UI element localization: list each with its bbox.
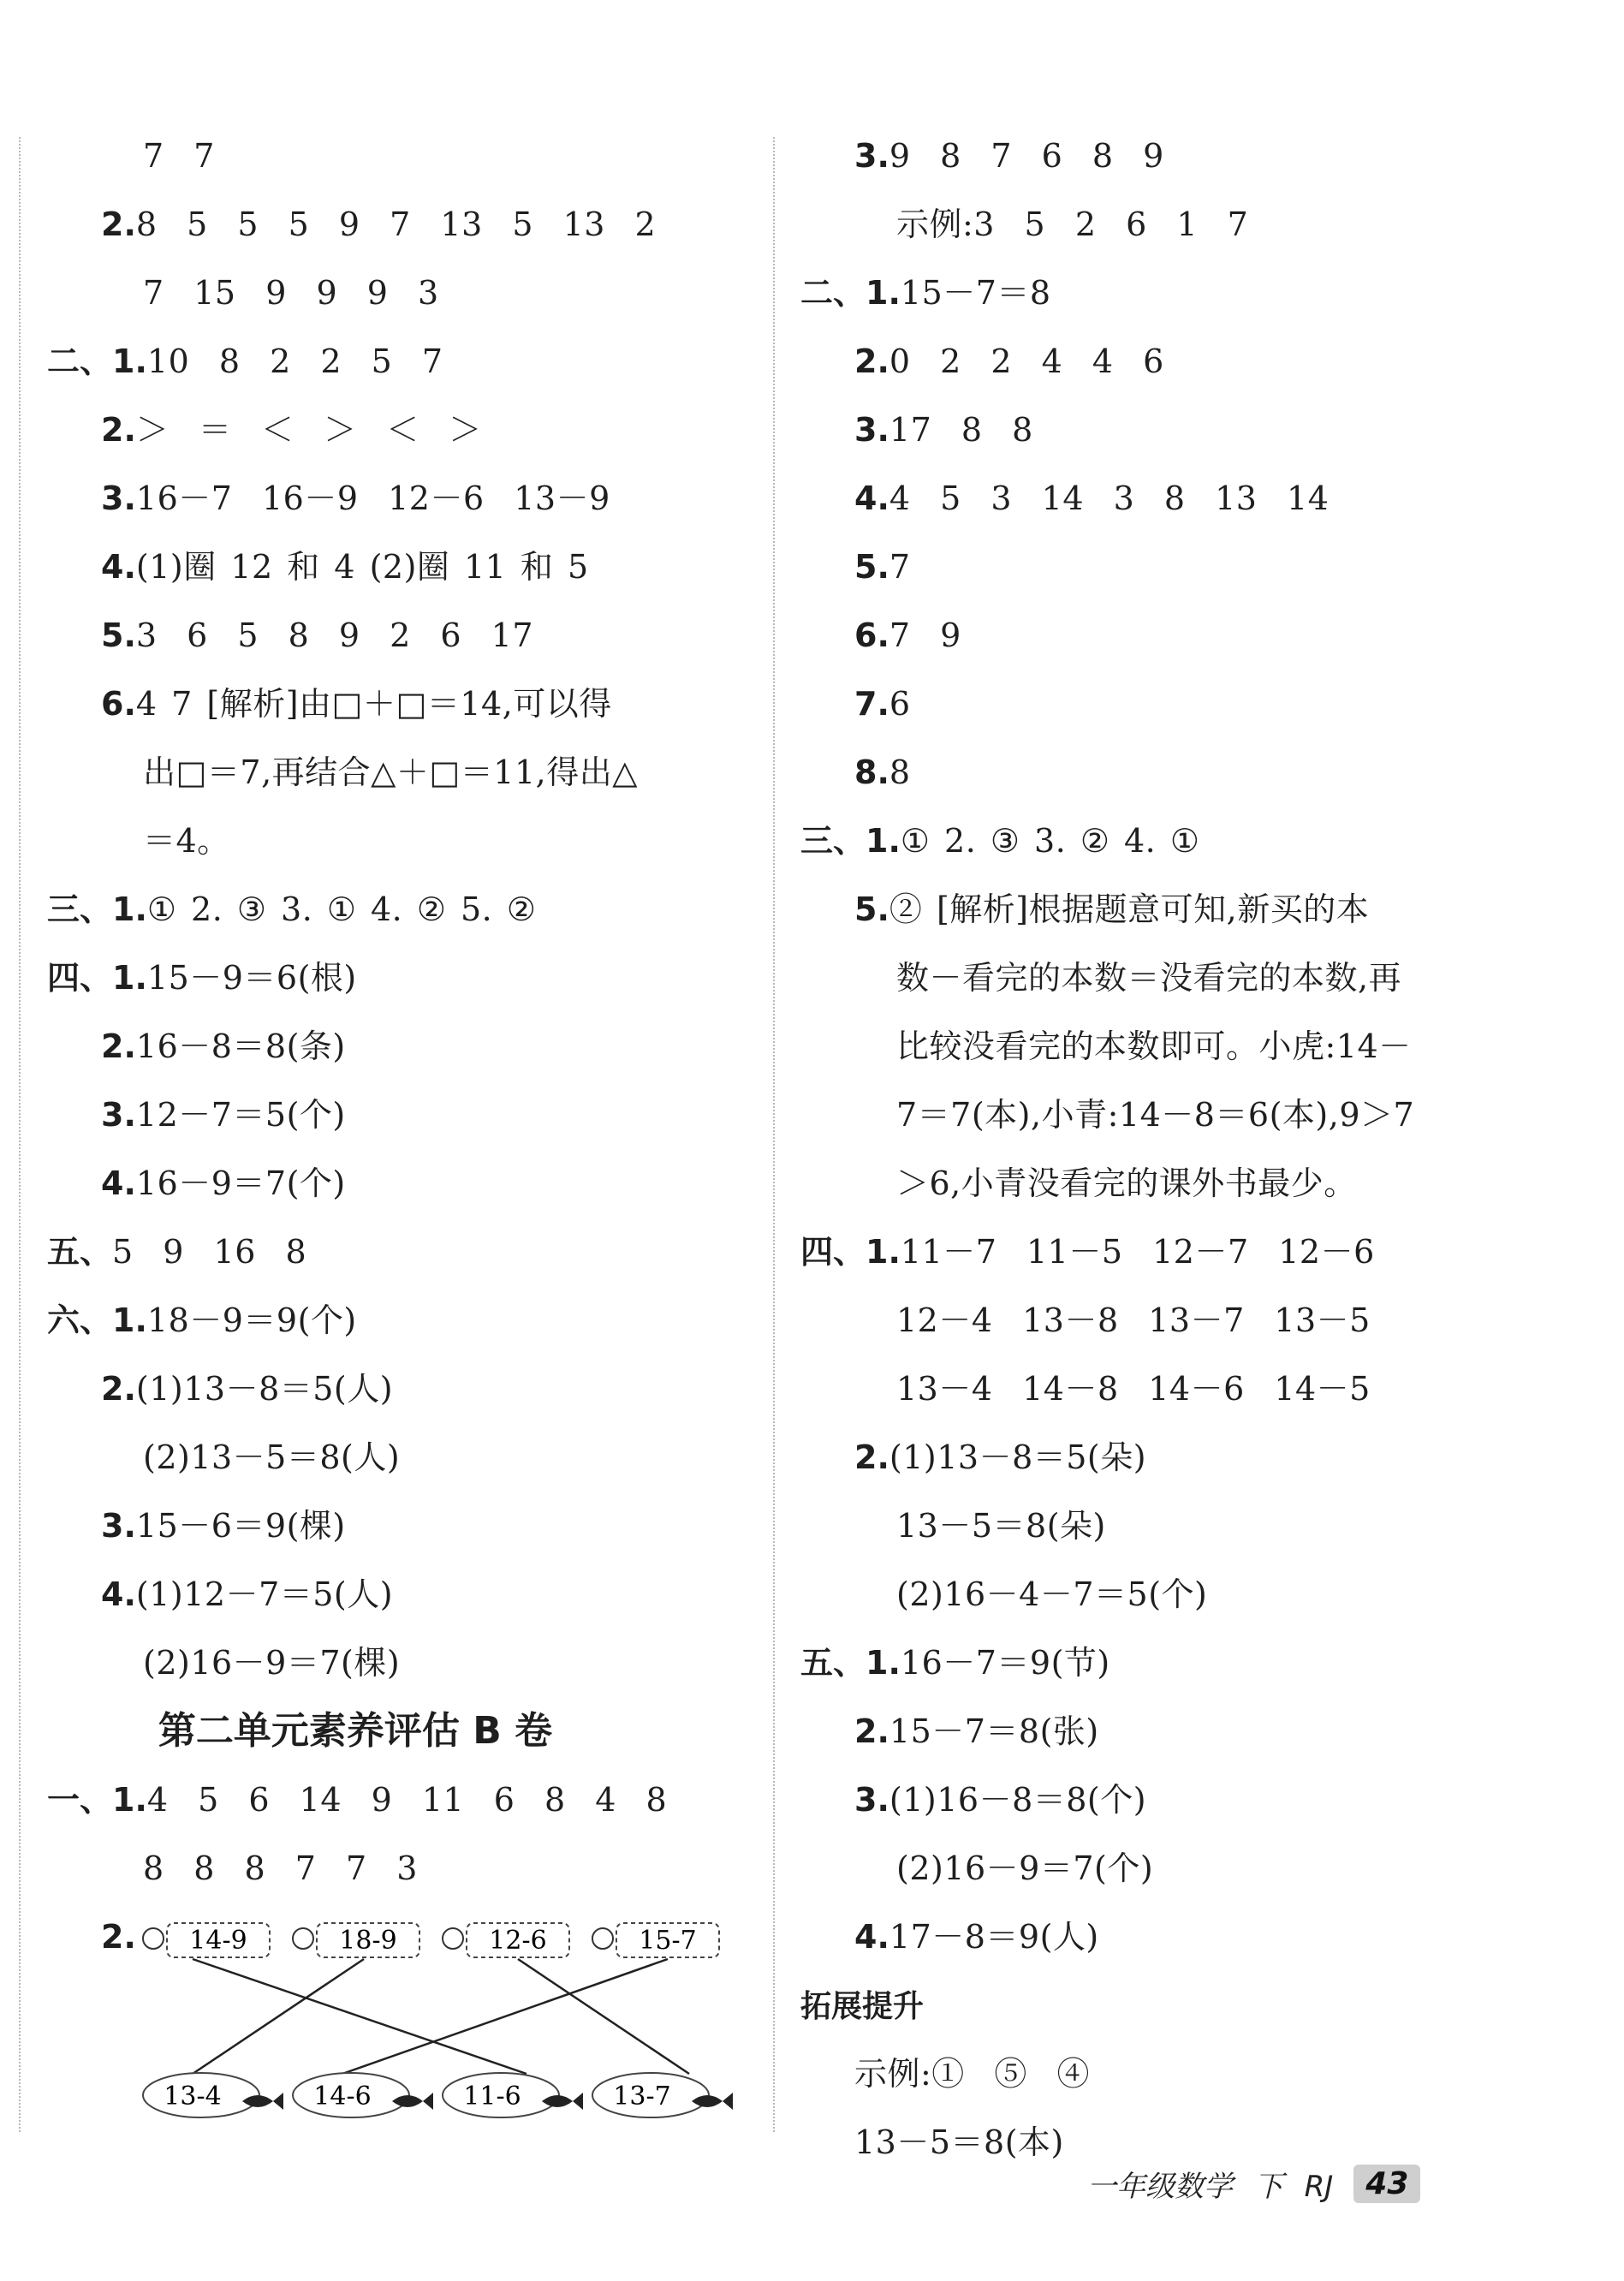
answer-line: 7.6: [854, 685, 911, 723]
fish-top-2: [293, 1923, 419, 1957]
column-divider: [773, 137, 775, 2132]
answer-line: 3.17 8 8: [854, 411, 1033, 449]
top-label: 12-6: [489, 1926, 547, 1956]
left-margin-rule: [19, 137, 21, 2132]
extension-heading: 拓展提升: [800, 1989, 925, 2024]
bottom-label: 13-4: [164, 2081, 222, 2111]
answer-line: 2.8 5 5 5 9 7 13 5 13 2: [101, 205, 657, 243]
answer-line: 4.17－8＝9(人): [854, 1918, 1099, 1956]
answer-line: 13－5＝8(朵): [896, 1507, 1106, 1545]
answer-line: 4.(1)12－7＝5(人): [101, 1575, 394, 1613]
answer-line: 5.② [解析]根据题意可知,新买的本: [854, 890, 1370, 928]
fish-top-3: [443, 1923, 569, 1957]
answer-line: 四、1.11－7 11－5 12－7 12－6: [800, 1233, 1375, 1271]
answer-line: 5.3 6 5 8 9 2 6 17: [101, 616, 534, 654]
bottom-label: 13-7: [613, 2081, 671, 2111]
answer-line: (2)16－4－7＝5(个): [896, 1575, 1208, 1613]
answer-line: 5.7: [854, 548, 911, 586]
answer-line: 一、1.4 5 6 14 9 11 6 8 4 8: [47, 1781, 668, 1819]
answer-line: 六、1.18－9＝9(个): [47, 1301, 357, 1339]
bottom-label: 11-6: [463, 2081, 521, 2111]
answer-line: 3.12－7＝5(个): [101, 1096, 346, 1134]
answer-line: 出□＝7,再结合△＋□＝11,得出△: [143, 753, 638, 791]
answer-line: 8.8: [854, 753, 911, 791]
fish-icon: [592, 1928, 613, 1949]
answer-line: 7 7: [143, 137, 215, 175]
matching-diagram: [141, 1920, 792, 2125]
fish-icon: [143, 1928, 164, 1949]
answer-line: 4.(1)圈 12 和 4 (2)圈 11 和 5: [101, 548, 589, 586]
answer-line: 13－4 14－8 14－6 14－5: [896, 1370, 1371, 1408]
ellipse-bottom-2: [293, 2073, 433, 2117]
top-label: 18-9: [339, 1926, 397, 1956]
answer-line: 比较没看完的本数即可。小虎:14－: [896, 1027, 1412, 1065]
section-heading: 第二单元素养评估 B 卷: [158, 1709, 553, 1753]
answer-line: 4.4 5 3 14 3 8 13 14: [854, 479, 1330, 517]
answer-line: 3.9 8 7 6 8 9: [854, 137, 1164, 175]
answer-line: 三、1.① 2. ③ 3. ① 4. ② 5. ②: [47, 890, 537, 928]
answer-line: 五、1.16－7＝9(节): [800, 1644, 1110, 1682]
ellipse-bottom-3: [443, 2073, 583, 2117]
top-label: 14-9: [189, 1926, 247, 1956]
page-footer: [1087, 2153, 1420, 2213]
answer-line: 12－4 13－8 13－7 13－5: [896, 1301, 1371, 1339]
answer-line: 7＝7(本),小青:14－8＝6(本),9＞7: [896, 1096, 1415, 1134]
answer-line: 8 8 8 7 7 3: [143, 1849, 418, 1887]
top-label: 15-7: [639, 1926, 697, 1956]
answer-line: (2)13－5＝8(人): [143, 1438, 401, 1476]
answer-line: 4.16－9＝7(个): [101, 1164, 346, 1202]
footer-title: 一年级数学 下 RJ: [1087, 2169, 1334, 2204]
answer-line: 二、1.10 8 2 2 5 7: [47, 342, 443, 380]
answer-line: 四、1.15－9＝6(根): [47, 959, 357, 997]
answer-line: 2.＞ ＝ ＜ ＞ ＜ ＞: [101, 411, 482, 449]
answer-line: 五、5 9 16 8: [47, 1233, 307, 1271]
answer-line: 示例:3 5 2 6 1 7: [896, 205, 1249, 243]
fish-icon: [443, 1928, 463, 1949]
answer-line: 7 15 9 9 9 3: [143, 274, 439, 312]
answer-line: 数－看完的本数＝没看完的本数,再: [896, 959, 1402, 997]
bottom-label: 14-6: [313, 2081, 372, 2111]
answer-line: 三、1.① 2. ③ 3. ② 4. ①: [800, 822, 1200, 860]
left-column: [47, 122, 758, 2111]
answer-line: 2.(1)13－8＝5(人): [101, 1370, 394, 1408]
answer-line: 二、1.15－7＝8: [800, 274, 1051, 312]
answer-line: 2.15－7＝8(张): [854, 1712, 1099, 1750]
matching-question: 2. 14-9 18-9 12-6 15-7 13-4 14-6 11-6 13-7: [47, 1903, 758, 2108]
answer-line: 3.16－7 16－9 12－6 13－9: [101, 479, 610, 517]
answer-line: (2)16－9＝7(棵): [143, 1644, 401, 1682]
answer-line: 3.(1)16－8＝8(个): [854, 1781, 1147, 1819]
answer-line: 13－5＝8(本): [854, 2123, 1064, 2161]
answer-line: (2)16－9＝7(个): [896, 1849, 1154, 1887]
fish-top-1: [143, 1923, 270, 1957]
answer-line: 3.15－6＝9(棵): [101, 1507, 346, 1545]
answer-line: 2.(1)13－8＝5(朵): [854, 1438, 1147, 1476]
answer-line: 6.4 7 [解析]由□＋□＝14,可以得: [101, 685, 612, 723]
answer-line: 2.0 2 2 4 4 6: [854, 342, 1164, 380]
fish-icon: [293, 1928, 313, 1949]
answer-line: 6.7 9: [854, 616, 961, 654]
answer-line: 2.16－8＝8(条): [101, 1027, 346, 1065]
ellipse-bottom-1: [143, 2073, 283, 2117]
answer-line: ＝4。: [143, 822, 230, 860]
answer-line: 示例:① ⑤ ④: [854, 2055, 1090, 2093]
answer-line: ＞6,小青没看完的课外书最少。: [896, 1164, 1357, 1202]
fish-top-4: [592, 1923, 719, 1957]
ellipse-bottom-4: [592, 2073, 733, 2117]
right-column: [800, 122, 1562, 2177]
page-number: 43: [1353, 2165, 1420, 2203]
connector-lines: [193, 1959, 689, 2074]
